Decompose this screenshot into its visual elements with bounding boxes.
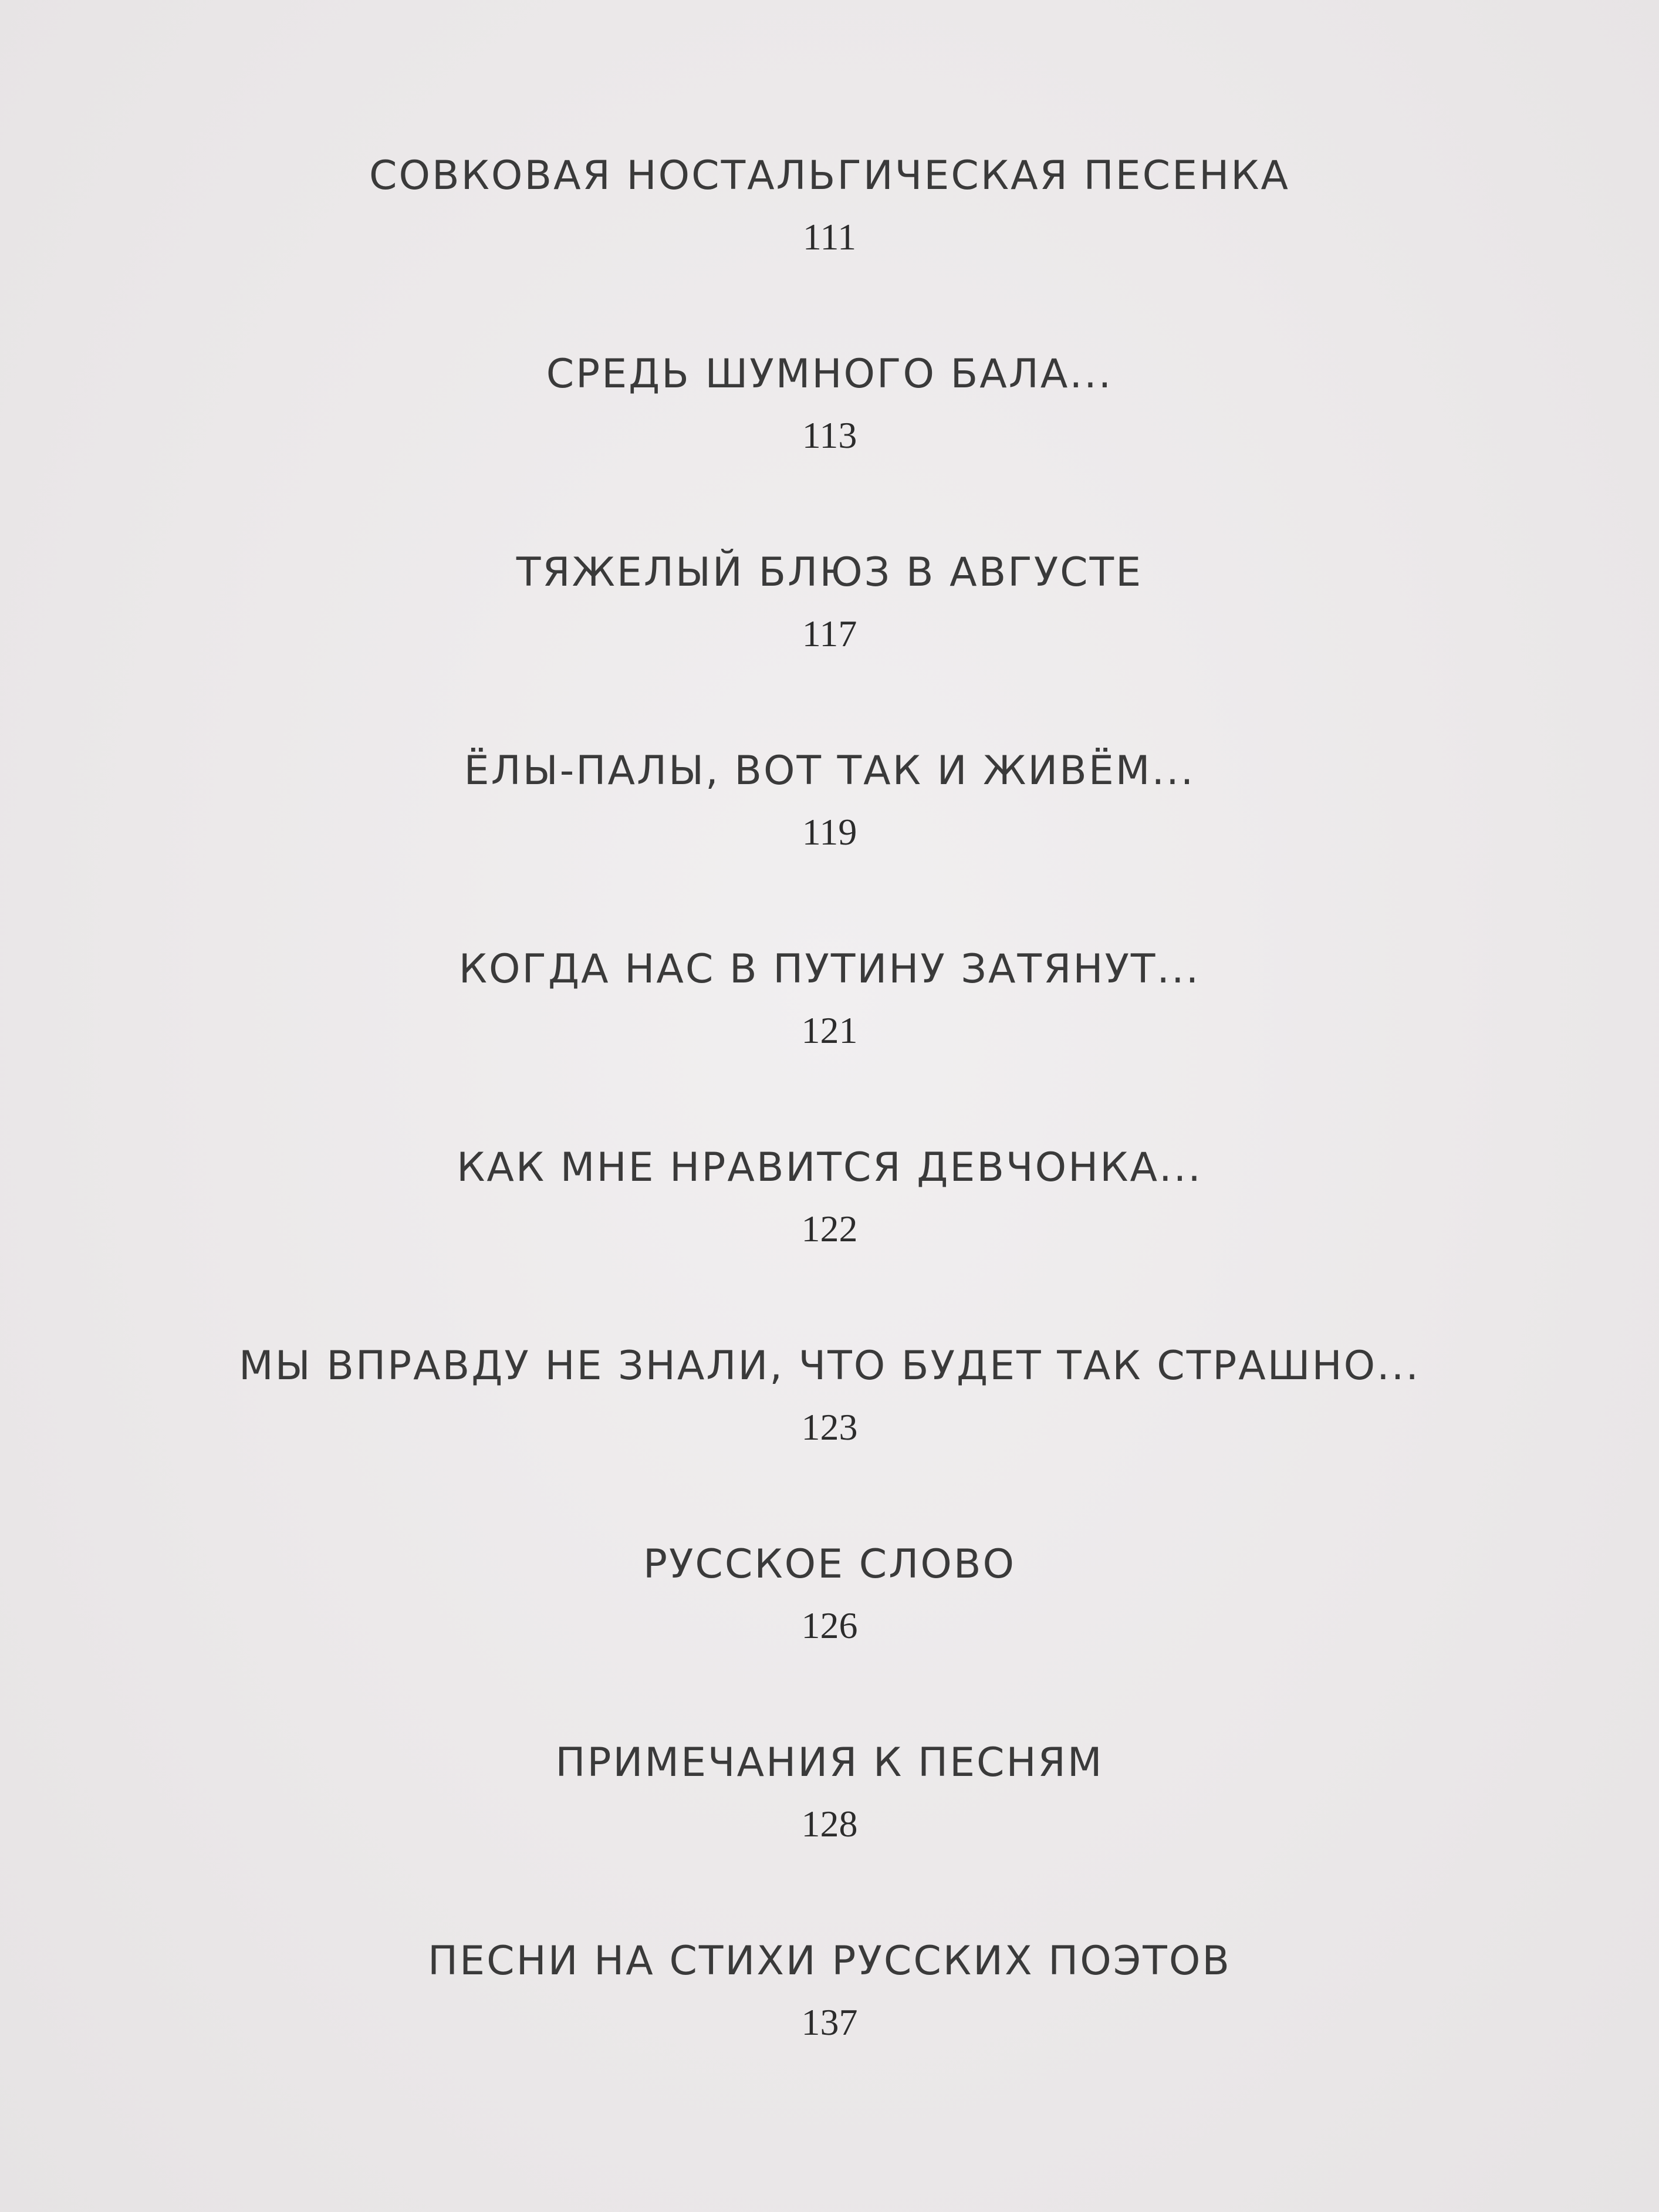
toc-entry-page-number: 119 [802,811,857,853]
toc-entry [0,940,1659,1139]
toc-entry [0,345,1659,543]
toc-entry-page-number: 113 [802,414,857,456]
toc-entry-title: ПЕСНИ НА СТИХИ РУССКИХ ПОЭТОВ [427,1938,1231,1984]
toc-entry-page-number: 121 [801,1009,858,1051]
toc-entry-page-number: 122 [801,1208,858,1249]
toc-entry [0,742,1659,940]
toc-entry-title: РУССКОЕ СЛОВО [643,1541,1016,1588]
toc-entry [0,147,1659,345]
toc-entry [0,1734,1659,1932]
toc-entry [0,1139,1659,1337]
toc-entry [0,1337,1659,1535]
toc-entry-page-number: 111 [802,216,857,258]
toc-entry-page-number: 126 [801,1605,858,1646]
toc-entry-title: КОГДА НАС В ПУТИНУ ЗАТЯНУТ... [458,946,1201,992]
toc-entry-title: КАК МНЕ НРАВИТСЯ ДЕВЧОНКА... [457,1144,1202,1191]
toc-entry-title: СРЕДЬ ШУМНОГО БАЛА... [546,351,1113,397]
toc-entry-page-number: 123 [801,1406,858,1448]
table-of-contents [0,147,1659,2130]
toc-entry [0,1535,1659,1734]
toc-entry-page-number: 128 [801,1803,858,1845]
toc-entry-title: ЁЛЫ-ПАЛЫ, ВОТ ТАК И ЖИВЁМ... [464,748,1195,794]
toc-entry-page-number: 117 [802,613,857,654]
toc-entry-title: ТЯЖЕЛЫЙ БЛЮЗ В АВГУСТЕ [516,549,1143,596]
toc-entry [0,1932,1659,2130]
toc-entry-page-number: 137 [801,2001,858,2043]
toc-entry [0,543,1659,742]
toc-entry-title: СОВКОВАЯ НОСТАЛЬГИЧЕСКАЯ ПЕСЕНКА [369,153,1290,199]
toc-entry-title: ПРИМЕЧАНИЯ К ПЕСНЯМ [555,1740,1104,1786]
toc-entry-title: МЫ ВПРАВДУ НЕ ЗНАЛИ, ЧТО БУДЕТ ТАК СТРАШНО... [239,1343,1420,1389]
